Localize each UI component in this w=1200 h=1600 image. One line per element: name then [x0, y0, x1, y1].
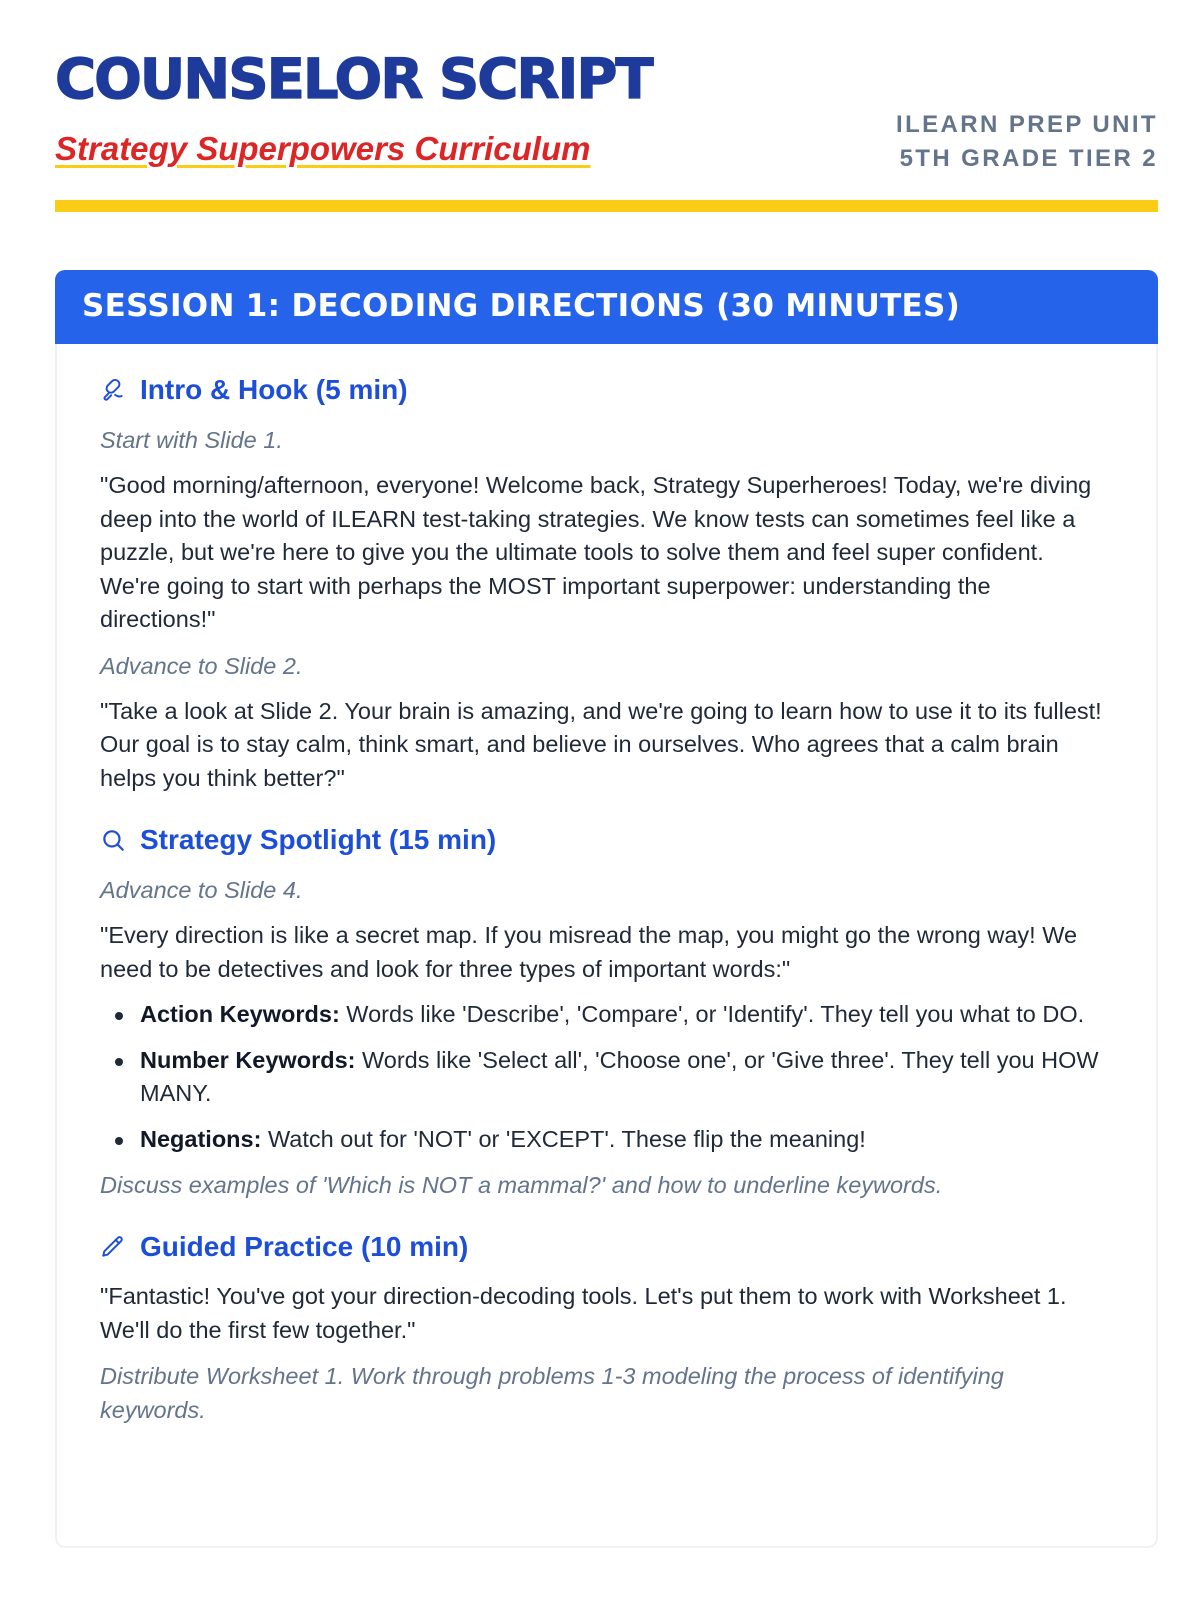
keyword-term: Negations: — [140, 1125, 262, 1152]
page-title: COUNSELOR SCRIPT — [55, 47, 652, 111]
stage-direction: Advance to Slide 4. — [100, 877, 303, 903]
microphone-icon — [100, 377, 126, 403]
session-content — [100, 372, 1103, 1427]
stage-direction: Distribute Worksheet 1. Work through problems 1-3 modeling the process of identifying keywords. — [100, 1363, 1004, 1423]
list-item — [140, 998, 1103, 1032]
unit-meta-line1: ILEARN PREP UNIT — [896, 111, 1158, 138]
stage-direction: Start with Slide 1. — [100, 427, 283, 453]
stage-direction: Discuss examples of 'Which is NOT a mammal?' and how to underline keywords. — [100, 1172, 943, 1198]
session-card — [55, 270, 1158, 1548]
unit-meta — [896, 108, 1158, 176]
keyword-text: Words like 'Describe', 'Compare', or 'Identify'. They tell you what to DO. — [339, 1001, 1085, 1027]
keyword-list — [100, 998, 1103, 1156]
header-divider — [55, 200, 1158, 212]
page-header — [55, 0, 1158, 212]
keyword-term: Number Keywords: — [140, 1046, 356, 1073]
script-paragraph: "Every direction is like a secret map. If you misread the map, you might go the wrong way! We need to be detectives and look for three types of important words:" — [100, 922, 1078, 982]
section-heading-label: Strategy Spotlight (15 min) — [140, 824, 497, 855]
section-heading-spotlight — [100, 822, 1103, 858]
list-item — [140, 1044, 1103, 1111]
keyword-text: Watch out for 'NOT' or 'EXCEPT'. These flip the meaning! — [261, 1125, 866, 1152]
pencil-icon — [100, 1234, 126, 1260]
page — [55, 0, 1158, 1423]
search-icon — [100, 827, 126, 853]
keyword-text: Words like 'Select all', 'Choose one', or 'Give three'. They tell you HOW MANY. — [140, 1046, 1099, 1106]
section-heading-label: Intro & Hook (5 min) — [140, 374, 408, 405]
page-subtitle: Strategy Superpowers Curriculum — [55, 130, 591, 167]
session-title: SESSION 1: DECODING DIRECTIONS (30 MINUTES) — [82, 288, 961, 324]
list-item — [140, 1123, 1103, 1157]
section-heading-practice — [100, 1229, 1103, 1265]
script-paragraph: "Fantastic! You've got your direction-decoding tools. Let's put them to work with Worksheet 1. We'll do the first few together." — [100, 1283, 1067, 1343]
script-paragraph: "Good morning/afternoon, everyone! Welcome back, Strategy Superheroes! Today, we're diving deep into the world of ILEARN test-taking strategies. We know tests can sometimes feel like a puzzle, but we're here to give you the ultimate tools to solve them and feel super confident. We're going to start with perhaps the MOST important superpower: understanding the directions!" — [100, 472, 1092, 632]
keyword-term: Action Keywords: — [140, 1001, 340, 1027]
section-heading-intro — [100, 372, 1103, 408]
session-header — [55, 270, 1158, 344]
script-paragraph: "Take a look at Slide 2. Your brain is amazing, and we're going to learn how to use it to its fullest! Our goal is to stay calm, think smart, and believe in ourselves. Who agrees that a calm brain helps you think better?" — [100, 697, 1102, 791]
unit-meta-line2: 5TH GRADE TIER 2 — [899, 145, 1158, 172]
section-heading-label: Guided Practice (10 min) — [140, 1231, 469, 1262]
stage-direction: Advance to Slide 2. — [100, 652, 303, 679]
